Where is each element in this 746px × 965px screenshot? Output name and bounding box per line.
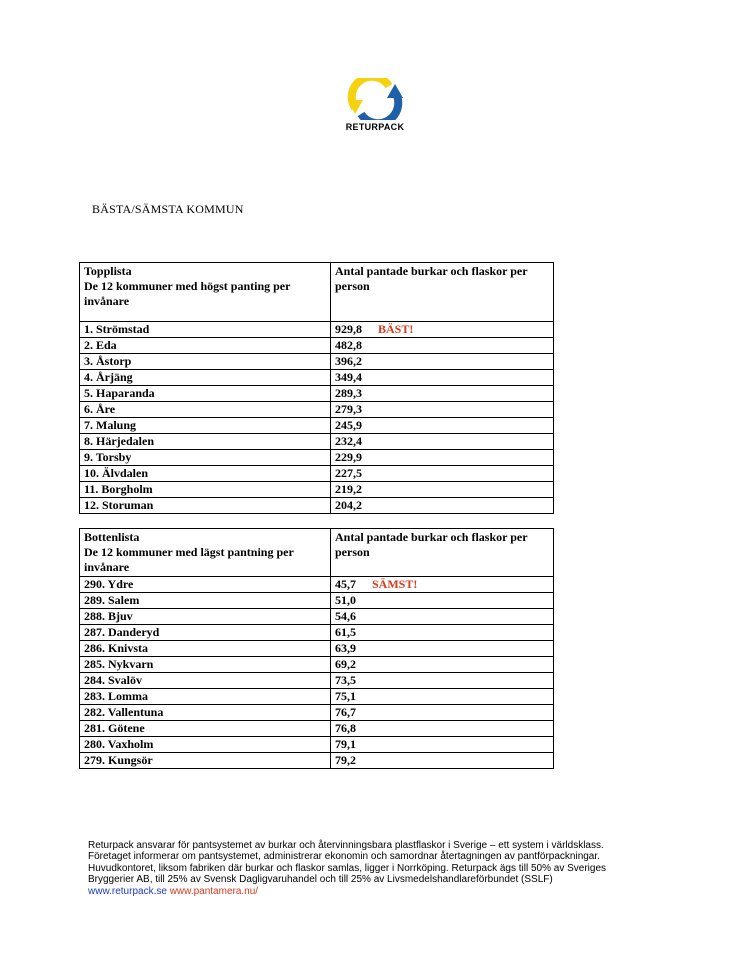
value-text: 279,3 [335, 402, 362, 416]
value-text: 69,2 [335, 657, 356, 671]
value-text: 45,7 [335, 577, 356, 591]
table-row [80, 689, 554, 705]
value-text: 232,4 [335, 434, 362, 448]
value-cell [331, 657, 554, 673]
value-cell [331, 705, 554, 721]
table-row [80, 721, 554, 737]
value-cell [331, 466, 554, 482]
municipality-cell: 4. Årjäng [80, 370, 331, 386]
value-text: 219,2 [335, 482, 362, 496]
municipality-cell: 286. Knivsta [80, 641, 331, 657]
value-cell [331, 322, 554, 338]
municipality-cell: 11. Borgholm [80, 482, 331, 498]
header-title-cell [80, 263, 331, 322]
value-text: 79,1 [335, 737, 356, 751]
table-row [80, 466, 554, 482]
value-text: 73,5 [335, 673, 356, 687]
table-row [80, 450, 554, 466]
municipality-cell: 290. Ydre [80, 577, 331, 593]
municipality-cell: 1. Strömstad [80, 322, 331, 338]
value-cell [331, 482, 554, 498]
table-header-row [80, 529, 554, 577]
value-cell [331, 721, 554, 737]
value-cell [331, 402, 554, 418]
table-row [80, 577, 554, 593]
table-row [80, 753, 554, 769]
table-row [80, 737, 554, 753]
table-row [80, 482, 554, 498]
value-text: 245,9 [335, 418, 362, 432]
rank-flag: BÄST! [378, 322, 414, 336]
table-row [80, 593, 554, 609]
municipality-cell: 279. Kungsör [80, 753, 331, 769]
value-text: 289,3 [335, 386, 362, 400]
footer [88, 840, 688, 897]
table-row [80, 673, 554, 689]
table-row [80, 609, 554, 625]
value-cell [331, 498, 554, 514]
table-row [80, 641, 554, 657]
value-cell [331, 418, 554, 434]
municipality-cell: 6. Åre [80, 402, 331, 418]
value-text: 76,7 [335, 705, 356, 719]
value-text: 204,2 [335, 498, 362, 512]
value-cell [331, 609, 554, 625]
value-text: 929,8 [335, 322, 362, 336]
value-cell [331, 689, 554, 705]
header-title-cell [80, 529, 331, 577]
logo-wordmark: RETURPACK [345, 122, 405, 132]
municipality-cell: 280. Vaxholm [80, 737, 331, 753]
value-text: 75,1 [335, 689, 356, 703]
table-row [80, 402, 554, 418]
table-row [80, 322, 554, 338]
value-cell [331, 434, 554, 450]
value-text: 61,5 [335, 625, 356, 639]
page-heading: BÄSTA/SÄMSTA KOMMUN [92, 202, 244, 216]
municipality-cell: 284. Svalöv [80, 673, 331, 689]
value-cell [331, 593, 554, 609]
table-row [80, 657, 554, 673]
municipality-cell: 12. Storuman [80, 498, 331, 514]
table-row [80, 338, 554, 354]
value-cell [331, 338, 554, 354]
header-title-line: Bottenlista [84, 530, 140, 544]
municipality-cell: 283. Lomma [80, 689, 331, 705]
value-text: 482,8 [335, 338, 362, 352]
value-cell [331, 753, 554, 769]
returpack-logo [337, 78, 413, 132]
value-cell [331, 450, 554, 466]
municipality-cell: 2. Eda [80, 338, 331, 354]
municipality-cell: 3. Åstorp [80, 354, 331, 370]
rank-flag: SÄMST! [372, 577, 418, 591]
header-metric-cell: Antal pantade burkar och flaskor per person [331, 263, 554, 322]
table-row [80, 386, 554, 402]
returpack-link[interactable]: www.returpack.se [88, 885, 167, 897]
table-row [80, 370, 554, 386]
footer-line: Returpack ansvarar för pantsystemet av burkar och återvinningsbara plastflaskor i Sverige – ett system i världsklass. [88, 840, 604, 851]
value-text: 79,2 [335, 753, 356, 767]
footer-links [88, 886, 688, 897]
table-row [80, 434, 554, 450]
header-title-line: Topplista [84, 264, 132, 278]
value-cell [331, 386, 554, 402]
recycle-arrows-icon [345, 78, 405, 120]
value-text: 349,4 [335, 370, 362, 384]
header-metric-cell: Antal pantade burkar och flaskor per person [331, 529, 554, 577]
value-text: 51,0 [335, 593, 356, 607]
municipality-cell: 285. Nykvarn [80, 657, 331, 673]
value-cell [331, 673, 554, 689]
table-row [80, 705, 554, 721]
table-header-row [80, 263, 554, 322]
municipality-cell: 5. Haparanda [80, 386, 331, 402]
municipality-cell: 281. Götene [80, 721, 331, 737]
footer-line: Huvudkontoret, liksom fabriken där burkar och flaskor samlas, ligger i Norrköping. Returpack ägs till 50% av Sveriges [88, 862, 607, 874]
footer-line: Företaget informerar om pantsystemet, administrerar ekonomin och samordnar återtagningen av pantförpackningar. [88, 851, 600, 863]
footer-line: Bryggerier AB, till 25% av Svensk Dagligvaruhandel och till 25% av Livsmedelshandlareförbundet (SSLF) [88, 874, 553, 886]
municipality-cell: 7. Malung [80, 418, 331, 434]
header-title-line: De 12 kommuner med lägst pantning per invånare [84, 545, 294, 574]
municipality-cell: 289. Salem [80, 593, 331, 609]
table-row [80, 354, 554, 370]
table-row [80, 498, 554, 514]
municipality-cell: 287. Danderyd [80, 625, 331, 641]
municipality-cell: 9. Torsby [80, 450, 331, 466]
value-text: 229,9 [335, 450, 362, 464]
municipality-cell: 282. Vallentuna [80, 705, 331, 721]
table-row [80, 625, 554, 641]
pantamera-link[interactable]: www.pantamera.nu/ [169, 885, 259, 897]
value-text: 63,9 [335, 641, 356, 655]
municipality-cell: 10. Älvdalen [80, 466, 331, 482]
municipality-cell: 288. Bjuv [80, 609, 331, 625]
value-cell [331, 641, 554, 657]
municipality-cell: 8. Härjedalen [80, 434, 331, 450]
table-row [80, 418, 554, 434]
value-cell [331, 577, 554, 593]
value-cell [331, 370, 554, 386]
top-list-table [79, 262, 554, 514]
value-cell [331, 737, 554, 753]
value-text: 54,6 [335, 609, 356, 623]
bottom-list-table [79, 528, 554, 769]
value-text: 396,2 [335, 354, 362, 368]
value-text: 76,8 [335, 721, 356, 735]
value-cell [331, 354, 554, 370]
header-title-line: De 12 kommuner med högst panting per invånare [84, 279, 291, 308]
value-text: 227,5 [335, 466, 362, 480]
value-cell [331, 625, 554, 641]
